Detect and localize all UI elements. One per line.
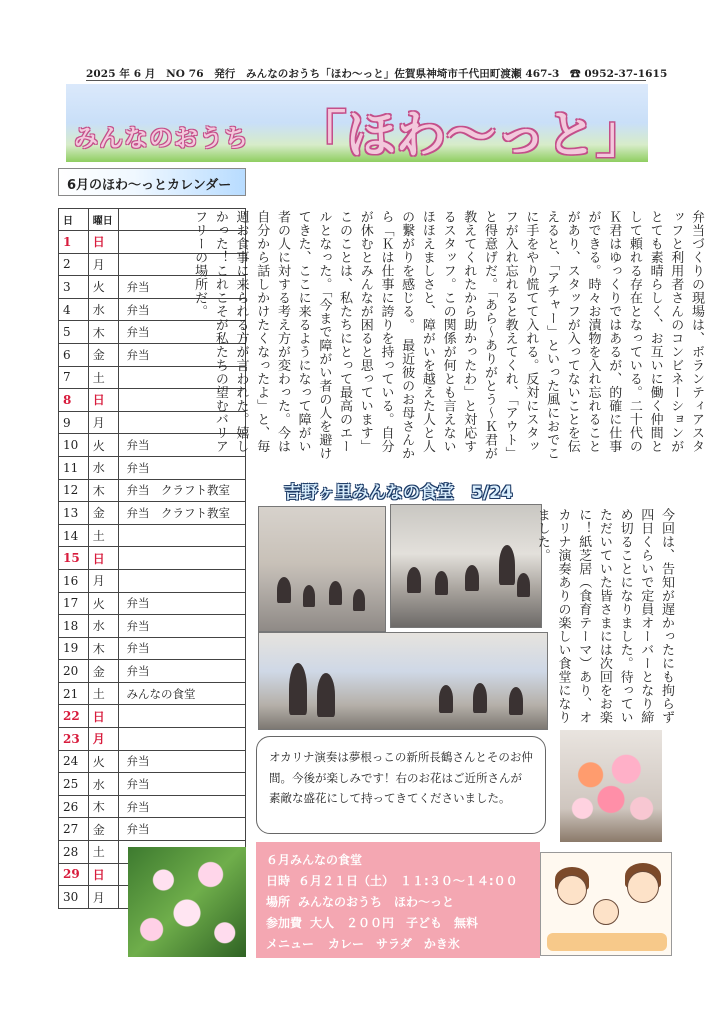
event-fee-label: 参加費 <box>266 916 303 930</box>
calendar-row <box>59 502 246 525</box>
calendar-day: 1 <box>59 231 89 254</box>
event-info-box <box>256 842 540 958</box>
calendar-weekday: 火 <box>88 750 118 773</box>
photo-kamishibai-children <box>390 504 542 628</box>
section-title-yoshinogari: 吉野ヶ里みんなの食堂 5/24 <box>284 483 513 503</box>
calendar-weekday: 金 <box>88 660 118 683</box>
calendar-day: 22 <box>59 705 89 728</box>
calendar-event <box>118 705 245 728</box>
calendar-day: 6 <box>59 343 89 366</box>
event-date-value: ６月２１日（土） １１:３０～１４:００ <box>298 874 518 888</box>
calendar-col-weekday: 曜日 <box>88 209 118 231</box>
calendar-day: 7 <box>59 366 89 389</box>
calendar-event <box>118 524 245 547</box>
event-fee-row <box>266 913 530 934</box>
calendar-weekday: 月 <box>88 411 118 434</box>
calendar-event: 弁当 <box>118 592 245 615</box>
calendar-weekday: 火 <box>88 592 118 615</box>
calendar-weekday: 水 <box>88 456 118 479</box>
calendar-weekday: 土 <box>88 524 118 547</box>
calendar-row <box>59 705 246 728</box>
calendar-weekday: 土 <box>88 366 118 389</box>
calendar-day: 25 <box>59 773 89 796</box>
calendar-weekday: 金 <box>88 502 118 525</box>
calendar-event <box>118 728 245 751</box>
calendar-weekday: 日 <box>88 705 118 728</box>
calendar-day: 9 <box>59 411 89 434</box>
event-title: ６月みんなの食堂 <box>266 853 363 867</box>
photo-ocarina-performance <box>258 632 548 730</box>
calendar-weekday: 木 <box>88 795 118 818</box>
flower-photo <box>128 847 246 957</box>
header-divider <box>86 80 646 81</box>
calendar-weekday: 木 <box>88 479 118 502</box>
calendar-event: 弁当 <box>118 343 245 366</box>
event-place-label: 場所 <box>266 895 291 909</box>
calendar-day: 2 <box>59 253 89 276</box>
calendar-day: 24 <box>59 750 89 773</box>
calendar-weekday: 木 <box>88 321 118 344</box>
calendar-weekday: 月 <box>88 886 118 909</box>
calendar-day: 13 <box>59 502 89 525</box>
calendar-day: 11 <box>59 456 89 479</box>
family-dining-illustration <box>540 852 672 956</box>
calendar-day: 16 <box>59 569 89 592</box>
calendar-event: 弁当 <box>118 321 245 344</box>
calendar-weekday: 月 <box>88 728 118 751</box>
calendar-row <box>59 637 246 660</box>
calendar-weekday: 月 <box>88 253 118 276</box>
calendar-event: 弁当 クラフト教室 <box>118 479 245 502</box>
calendar-weekday: 月 <box>88 569 118 592</box>
calendar-weekday: 日 <box>88 389 118 412</box>
calendar-event: 弁当 <box>118 298 245 321</box>
calendar-weekday: 土 <box>88 841 118 864</box>
calendar-day: 15 <box>59 547 89 570</box>
calendar-weekday: 水 <box>88 615 118 638</box>
newsletter-header-info: 2025 年 6 月 NO 76 発行 みんなのおうち「ほわ～っと」佐賀県神埼市千代田町渡瀬 467-3 ☎ 0952-37-1615 <box>86 68 668 80</box>
calendar-heading: 6月のほわ～っとカレンダー <box>58 168 246 196</box>
ocarina-note-box: オカリナ演奏は夢根っこの新所長鶴さんとそのお仲間。今後が楽しみです！右のお花はご近所さんが素敵な盛花にして持ってきてくださいました。 <box>256 736 546 834</box>
calendar-weekday: 日 <box>88 231 118 254</box>
calendar-event: 弁当 <box>118 637 245 660</box>
calendar-row <box>59 795 246 818</box>
calendar-event: 弁当 <box>118 615 245 638</box>
calendar-event <box>118 547 245 570</box>
calendar-row <box>59 615 246 638</box>
calendar-event: 弁当 クラフト教室 <box>118 502 245 525</box>
calendar-day: 21 <box>59 682 89 705</box>
calendar-row <box>59 479 246 502</box>
calendar-row <box>59 569 246 592</box>
calendar-event: 弁当 <box>118 795 245 818</box>
calendar-row <box>59 818 246 841</box>
event-fee-value: 大人 ２００円 子ども 無料 <box>310 916 479 930</box>
calendar-row <box>59 456 246 479</box>
calendar-row <box>59 750 246 773</box>
event-date-label: 日時 <box>266 874 291 888</box>
calendar-day: 19 <box>59 637 89 660</box>
calendar-day: 23 <box>59 728 89 751</box>
calendar-event <box>118 569 245 592</box>
calendar-day: 28 <box>59 841 89 864</box>
calendar-day: 10 <box>59 434 89 457</box>
calendar-day: 26 <box>59 795 89 818</box>
title-small: みんなのおうち <box>74 124 249 152</box>
calendar-day: 30 <box>59 886 89 909</box>
calendar-weekday: 土 <box>88 682 118 705</box>
calendar-weekday: 金 <box>88 343 118 366</box>
calendar-row <box>59 773 246 796</box>
article-bento-workplace: 弁当づくりの現場は、ボランティアスタッフと利用者さんのコンビネーションがとても素晴らしく、お互いに働く仲間として頼れる存在となっている。二十代のＫ君はゆっくりではあるが、的確に仕事ができる。時々お漬物を入れ忘れることがあり、スタッフが入ってないことを伝えると、「アチャー」といった風におでこに手をやり慌てて入れる。反対にスタッフが入れ忘れると教えてくれ、「アウト」と得意げだ。「あら～ありがとう～Ｋ君が教えてくれたから助かったわ」と対応するスタッフ。この関係が何とも言えないほほえましさと、障がいを越えた人と人の繋がりを感じる。 最近彼のお母さんから「Ｋは仕事に誇りを持っている。自分が休むとみんなが困ると思っています」このことは、私たちにとって最高のエールとなった。「今まで障がい者の人を避けてきた、ここに来るようになって障がい者の人に対する考え方が変わった。今は自分から話しかけたくなったよ」と、毎週お食事に来られる方が言われた。嬉しかった！これこそが私たちの望むバリアフリーの場所だ。 <box>192 210 704 460</box>
calendar-row <box>59 660 246 683</box>
calendar-day: 4 <box>59 298 89 321</box>
calendar-event: 弁当 <box>118 456 245 479</box>
calendar-event: 弁当 <box>118 276 245 299</box>
calendar-weekday: 水 <box>88 773 118 796</box>
calendar-row <box>59 524 246 547</box>
article-yoshinogari-report: 今回は、告知が遅かったにも拘らず四日くらいで定員オーバーとなり締め切ることになりました。待っていただいていた皆さまには次回をお楽に！紙芝居（食育テーマ）あり、オカリナ演奏ありの楽しい食堂になりました。 <box>534 508 674 724</box>
calendar-day: 18 <box>59 615 89 638</box>
calendar-day: 29 <box>59 863 89 886</box>
calendar-day: 20 <box>59 660 89 683</box>
calendar-col-day: 日 <box>59 209 89 231</box>
calendar-day: 27 <box>59 818 89 841</box>
calendar-weekday: 金 <box>88 818 118 841</box>
calendar-weekday: 木 <box>88 637 118 660</box>
calendar-event: 弁当 <box>118 434 245 457</box>
calendar-weekday: 火 <box>88 434 118 457</box>
event-menu-label: メニュー <box>266 937 315 951</box>
title-big: 「ほわ～っと」 <box>296 106 646 164</box>
calendar-event: 弁当 <box>118 773 245 796</box>
event-date-row <box>266 871 530 892</box>
event-place-value: みんなのおうち ほわ～っと <box>298 895 455 909</box>
calendar-row <box>59 592 246 615</box>
calendar-row <box>59 728 246 751</box>
calendar-event: 弁当 <box>118 818 245 841</box>
calendar-weekday: 日 <box>88 547 118 570</box>
calendar-day: 3 <box>59 276 89 299</box>
calendar-weekday: 水 <box>88 298 118 321</box>
calendar-day: 12 <box>59 479 89 502</box>
flower-arrangement-photo <box>560 730 662 842</box>
event-place-row <box>266 892 530 913</box>
calendar-row <box>59 682 246 705</box>
calendar-day: 14 <box>59 524 89 547</box>
calendar-day: 17 <box>59 592 89 615</box>
calendar-row <box>59 547 246 570</box>
calendar-event: 弁当 <box>118 660 245 683</box>
event-menu-row <box>266 934 530 955</box>
photo-dining-room <box>258 506 386 632</box>
calendar-event: みんなの食堂 <box>118 682 245 705</box>
event-menu-value: カレー サラダ かき氷 <box>328 937 460 951</box>
calendar-weekday: 日 <box>88 863 118 886</box>
calendar-day: 5 <box>59 321 89 344</box>
calendar-event: 弁当 <box>118 750 245 773</box>
calendar-day: 8 <box>59 389 89 412</box>
calendar-weekday: 火 <box>88 276 118 299</box>
